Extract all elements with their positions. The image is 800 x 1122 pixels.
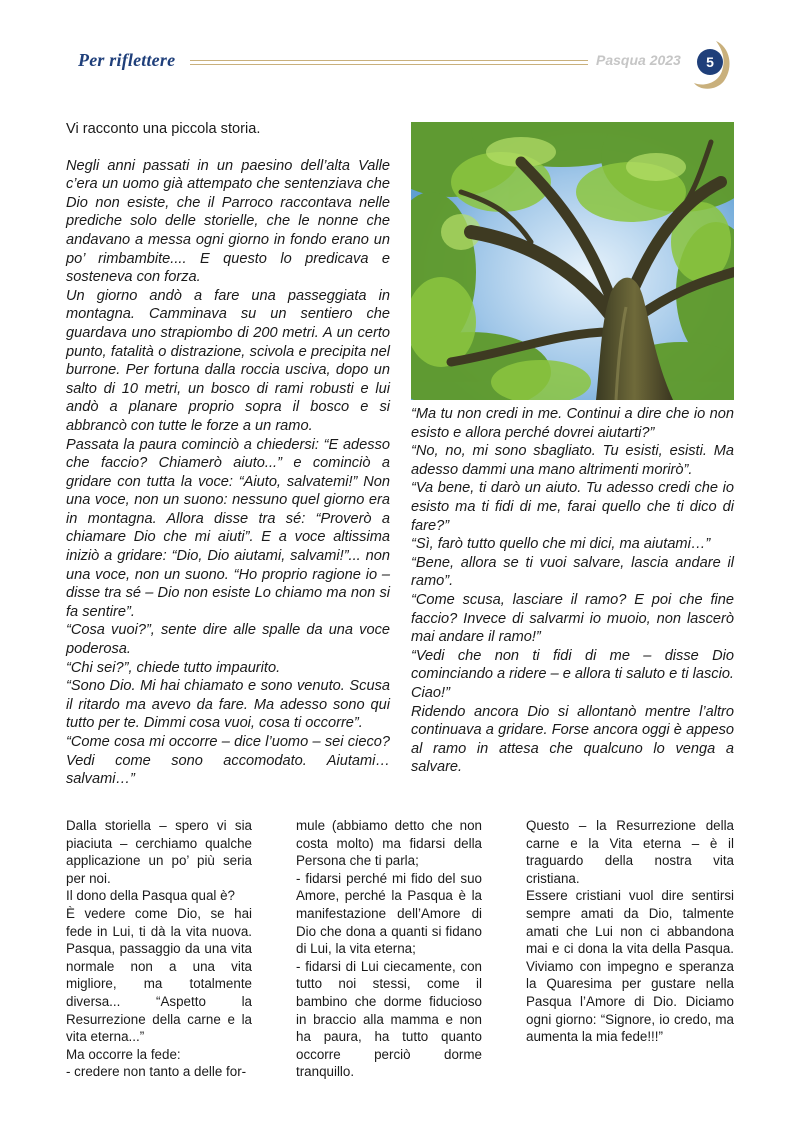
reflection-paragraph: - fidarsi perché mi fido del suo Amore, perché la Pasqua è la manifestazione dell’Amore di Dio che dona a quanti si fidano di Lui, la vita eterna; (296, 870, 482, 957)
story-intro: Vi racconto una piccola storia. (66, 121, 261, 137)
story-paragraph: Passata la paura cominciò a chiedersi: “E adesso che faccio? Chiamerò aiuto...” e cominciò a gridare con tutta la voce: “Aiuto, salvatemi!” Non una voce, non un suono: nessuno quel giorno era in montagna. Allora disse tra sé: “Proverò a chiamare Dio che mi aiuti”. E a voce altissima iniziò a gridare: “Dio, Dio aiutami, salvami!”... non una voce, non un suono. “Ho proprio ragione io – disse tra sé – Dio non esiste Lo chiamo ma non si fa sentire”. (66, 436, 390, 620)
story-paragraph: “Come cosa mi occorre – dice l’uomo – sei cieco? Vedi come sono accomodato. Aiutami… salvami…” (66, 734, 390, 788)
story-paragraph: “Ma tu non credi in me. Continui a dire che io non esisto e allora perché dovrei aiutarti?” (411, 406, 734, 441)
reflection-paragraph: È vedere come Dio, se hai fede in Lui, ti dà la vita nuova. Pasqua, passaggio da una vita normale non a una vita migliore, ma totalmente diversa... “Aspetto la Resurrezione della carne e la vita eterna...” (66, 905, 252, 1045)
story-paragraph: “Va bene, ti darò un aiuto. Tu adesso credi che io esisto ma ti fidi di me, farai quello che ti dico di fare?” (411, 480, 734, 534)
header-rule (190, 64, 588, 65)
tree-illustration (411, 122, 734, 400)
story-paragraph: Un giorno andò a fare una passeggiata in montagna. Camminava su un sentiero che guardava uno strapiombo di 200 metri. A un certo punto, fatalità o distrazione, scivola e precipita nel burrone. Per fortuna dalla roccia usciva, dopo un salto di 10 metri, un bosco di rami robusti e lui andò a planare proprio sopra il bosco e si abbrancò con tutte le forze a un ramo. (66, 287, 390, 434)
reflection-paragraph: Il dono della Pasqua qual è? (66, 888, 236, 904)
section-title: Per riflettere (78, 50, 176, 70)
reflection-paragraph: mule (abbiamo detto che non costa molto) ma fidarsi della Persona che ti parla; (296, 818, 482, 869)
story-paragraph: “Cosa vuoi?”, sente dire alle spalle da una voce poderosa. (66, 622, 390, 658)
reflection-paragraph: Essere cristiani vuol dire sentirsi sempre amati da Dio, talmente amati che Lui non ci abbandona mai e ci dona la vita della Pasqua. Viviamo con impegno e speranza la Quaresima per gustare nella Pasqua l’Amore di Dio. Diciamo ogni giorno: “Signore, io credo, ma aumenta la mia fede!!!” (526, 888, 734, 1045)
story-paragraph: Negli anni passati in un paesino dell’alta Valle c’era un uomo già attempato che sentenziava che Dio non esiste, che il Parroco raccontava nelle prediche solo delle storielle, che le nonne che andavano a messa ogni giorno in fondo erano un po’ rimbambite.... E questo lo predicava e sosteneva con forza. (66, 157, 390, 286)
reflection-column-1 (66, 817, 252, 1081)
story-paragraph: “Sono Dio. Mi hai chiamato e sono venuto. Scusa il ritardo ma avevo da fare. Ma adesso sono qui tutto per te. Dimmi cosa vuoi, cosa ti occorre”. (66, 678, 390, 732)
reflection-column-2 (296, 817, 482, 1081)
reflection-column-3 (526, 817, 734, 1046)
story-paragraph: “Come scusa, lasciare il ramo? E poi che fine faccio? Invece di salvarmi io muoio, non lascerò mai andare il ramo!” (411, 591, 734, 646)
issue-label: Pasqua 2023 (596, 52, 681, 68)
reflection-paragraph: Dalla storiella – spero vi sia piaciuta – cerchiamo qualche applicazione un po’ più seria per noi. (66, 818, 252, 886)
reflection-paragraph: - credere non tanto a delle for- (66, 1064, 247, 1080)
header-rule (190, 60, 588, 61)
reflection-paragraph: - fidarsi di Lui ciecamente, con tutto noi stessi, come il bambino che dorme fiducioso in braccio alla mamma e non ha paura, ha tutto quanto occorre perciò dorme tranquillo. (296, 958, 482, 1080)
story-text-right (411, 405, 734, 777)
story-paragraph: “Vedi che non ti fidi di me – disse Dio cominciando a ridere – e allora ti saluto e ti lascio. Ciao!” (411, 647, 734, 701)
reflection-paragraph: Questo – la Resurrezione della carne e la Vita eterna – è il traguardo della nostra vita cristiana. (526, 818, 734, 886)
story-paragraph: “Chi sei?”, chiede tutto impaurito. (66, 659, 281, 676)
story-text-left (66, 157, 390, 789)
story-left-column (66, 120, 390, 789)
page-number: 5 (697, 49, 723, 75)
story-paragraph: “Bene, allora se ti vuoi salvare, lascia andare il ramo”. (411, 554, 734, 590)
story-paragraph: “No, no, mi sono sbagliato. Tu esisti, esisti. Ma adesso dammi una mano altrimenti morirò”. (411, 443, 734, 478)
story-paragraph: “Sì, farò tutto quello che mi dici, ma aiutami…” (411, 536, 711, 553)
story-paragraph: Ridendo ancora Dio si allontanò mentre l’altro continuava a gridare. Forse ancora oggi è appeso al ramo in attesa che qualcuno lo venga a salvare. (411, 703, 734, 776)
page-header (0, 0, 800, 100)
oak-tree-photo (411, 122, 734, 400)
reflection-paragraph: Ma occorre la fede: (66, 1046, 181, 1062)
